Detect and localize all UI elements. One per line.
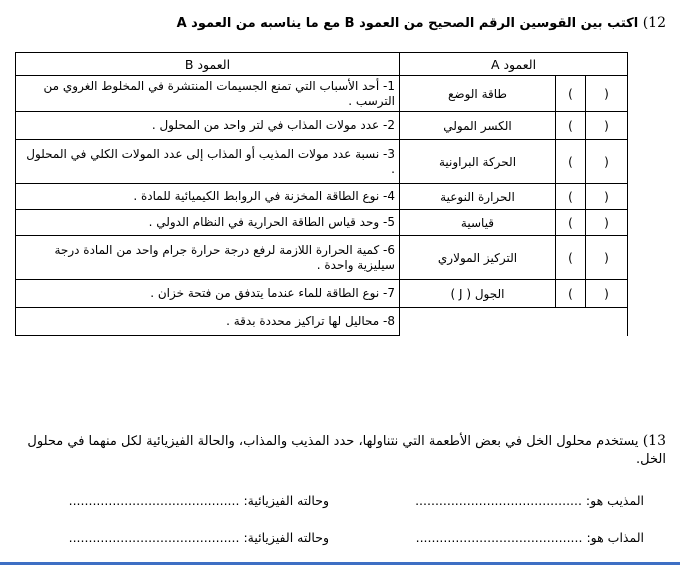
table-row (15, 280, 627, 308)
q12-number: 12) (642, 15, 666, 31)
column-a-term: الحرارة النوعية (399, 184, 555, 210)
table-row (15, 76, 627, 112)
table-row (15, 184, 627, 210)
solute-field[interactable]: المذاب هو: .......................................... (415, 530, 644, 545)
solvent-answer-row (24, 493, 644, 511)
column-a-term: طاقة الوضع (399, 76, 555, 112)
q12-title (14, 12, 666, 35)
column-b-definition: 7- نوع الطاقة للماء عندما يتدفق من فتحة خزان . (15, 280, 399, 308)
answer-paren-close: ) (556, 112, 586, 140)
solvent-field[interactable]: المذيب هو: .......................................... (415, 493, 644, 508)
answer-paren-close: ) (556, 210, 586, 236)
table-row (15, 210, 627, 236)
column-b-definition: 2- عدد مولات المذاب في لتر واحد من المحلول . (15, 112, 399, 140)
solvent-state-field[interactable]: وحالته الفيزيائية: ........................................... (68, 493, 329, 508)
column-b-definition: 1- أحد الأسباب التي تمنع الجسيمات المنتشرة في المخلوط الغروي من الترسب . (15, 76, 399, 112)
q13-text: يستخدم محلول الخل في بعض الأطعمة التي نتناولها، حدد المذيب والمذاب، والحالة الفيزيائية لكل منهما في محلول الخل. (27, 434, 666, 467)
column-b-definition: 4- نوع الطاقة المخزنة في الروابط الكيميائية للمادة . (15, 184, 399, 210)
answer-paren-close: ) (556, 184, 586, 210)
table-row (15, 236, 627, 280)
column-b-definition: 3- نسبة عدد مولات المذيب أو المذاب إلى عدد المولات الكلي في المحلول . (15, 140, 399, 184)
answer-paren-open[interactable]: ( (586, 210, 628, 236)
column-b-definition: 5- وحد قياس الطاقة الحرارية في النظام الدولي . (15, 210, 399, 236)
column-a-term: الجول ( J ) (399, 280, 555, 308)
matching-table (15, 52, 628, 336)
answer-paren-open[interactable]: ( (586, 236, 628, 280)
answer-paren-open[interactable]: ( (586, 280, 628, 308)
answer-paren-close: ) (556, 236, 586, 280)
q13-number: 13) (642, 433, 666, 449)
table-header-row (15, 53, 627, 76)
column-a-header: العمود A (399, 53, 627, 76)
answer-paren-open[interactable]: ( (586, 76, 628, 112)
column-b-definition: 6- كمية الحرارة اللازمة لرفع درجة حرارة جرام واحد من المادة درجة سيليزية واحدة . (15, 236, 399, 280)
table-row (15, 140, 627, 184)
table-row (15, 308, 627, 336)
q12-title-text: اكتب بين القوسين الرقم الصحيح من العمود B مع ما يناسبه من العمود A (176, 16, 639, 31)
answer-paren-open[interactable]: ( (586, 112, 628, 140)
answer-paren-close: ) (556, 76, 586, 112)
solute-state-field[interactable]: وحالته الفيزيائية: ........................................... (68, 530, 329, 545)
column-b-definition: 8- محاليل لها تراكيز محددة بدقة . (15, 308, 399, 336)
q13-question (26, 432, 666, 469)
answer-paren-open[interactable]: ( (586, 140, 628, 184)
answer-paren-close: ) (556, 140, 586, 184)
solute-answer-row (24, 530, 644, 548)
column-a-term: الحركة البراونية (399, 140, 555, 184)
column-b-header: العمود B (15, 53, 399, 76)
table-row (15, 112, 627, 140)
empty-cell (399, 308, 627, 336)
answer-paren-close: ) (556, 280, 586, 308)
answer-paren-open[interactable]: ( (586, 184, 628, 210)
column-a-term: الكسر المولي (399, 112, 555, 140)
column-a-term: قياسية (399, 210, 555, 236)
column-a-term: التركيز المولاري (399, 236, 555, 280)
